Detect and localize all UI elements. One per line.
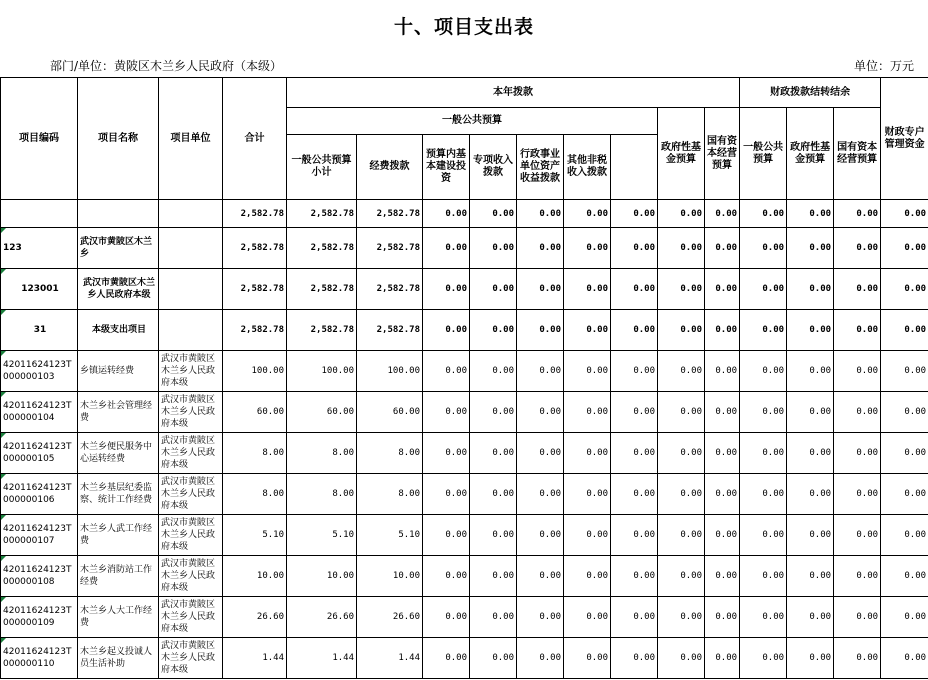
cell-code: 42011624123T000000105	[1, 433, 78, 474]
cell-name: 木兰乡起义投诚人员生活补助	[78, 638, 159, 679]
cell-value: 0.00	[705, 200, 740, 228]
cell-value: 0.00	[834, 597, 881, 638]
cell-code: 31	[1, 310, 78, 351]
cell-value: 0.00	[787, 269, 834, 310]
cell-value: 0.00	[564, 597, 611, 638]
cell-value: 2,582.78	[357, 269, 423, 310]
cell-name: 乡镇运转经费	[78, 351, 159, 392]
cell-value: 5.10	[287, 515, 357, 556]
unit-label: 单位：万元	[853, 59, 914, 73]
header-carryover: 财政拨款结转结余	[740, 78, 881, 108]
cell-value: 0.00	[611, 638, 658, 679]
cell-value: 0.00	[740, 310, 787, 351]
cell-value: 0.00	[658, 392, 705, 433]
cell-value: 8.00	[357, 433, 423, 474]
cell-value: 10.00	[357, 556, 423, 597]
cell-name: 武汉市黄陂区木兰乡	[78, 228, 159, 269]
cell-value: 2,582.78	[287, 200, 357, 228]
cell-value: 0.00	[564, 392, 611, 433]
cell-value: 0.00	[470, 433, 517, 474]
cell-value: 0.00	[834, 228, 881, 269]
cell-value: 0.00	[611, 597, 658, 638]
cell-code: 42011624123T000000106	[1, 474, 78, 515]
header-gp-subtotal: 一般公共预算小计	[287, 135, 357, 200]
cell-value: 0.00	[423, 515, 470, 556]
table-row	[1, 638, 928, 679]
cell-value: 8.00	[287, 474, 357, 515]
cell-value: 0.00	[658, 269, 705, 310]
cell-value: 0.00	[705, 269, 740, 310]
cell-value: 0.00	[423, 392, 470, 433]
cell-value: 0.00	[658, 433, 705, 474]
cell-value: 0.00	[564, 228, 611, 269]
cell-value: 0.00	[834, 474, 881, 515]
cell-value: 0.00	[564, 433, 611, 474]
cell-value: 0.00	[517, 392, 564, 433]
cell-value: 5.10	[223, 515, 287, 556]
cell-value: 0.00	[658, 597, 705, 638]
cell-value: 0.00	[470, 597, 517, 638]
cell-value: 0.00	[881, 392, 928, 433]
cell-value: 0.00	[517, 474, 564, 515]
header-state-capital: 国有资本经营预算	[705, 108, 740, 200]
cell-value: 0.00	[470, 556, 517, 597]
cell-value: 0.00	[611, 351, 658, 392]
cell-value: 0.00	[787, 228, 834, 269]
cell-org: 武汉市黄陂区木兰乡人民政府本级	[159, 474, 223, 515]
cell-name: 木兰乡便民服务中心运转经费	[78, 433, 159, 474]
cell-value: 0.00	[881, 433, 928, 474]
cell-value: 0.00	[517, 597, 564, 638]
cell-value: 0.00	[705, 310, 740, 351]
cell-value: 0.00	[705, 351, 740, 392]
cell-value: 0.00	[740, 392, 787, 433]
cell-value: 0.00	[834, 200, 881, 228]
cell-code: 42011624123T000000107	[1, 515, 78, 556]
cell-value: 0.00	[423, 474, 470, 515]
cell-value: 10.00	[287, 556, 357, 597]
cell-org	[159, 200, 223, 228]
cell-value: 8.00	[223, 474, 287, 515]
cell-value: 0.00	[470, 392, 517, 433]
header-special-account: 财政专户管理资金	[881, 78, 928, 200]
cell-value: 0.00	[705, 392, 740, 433]
cell-value: 60.00	[357, 392, 423, 433]
cell-value: 100.00	[287, 351, 357, 392]
cell-value: 2,582.78	[223, 228, 287, 269]
cell-value: 0.00	[834, 638, 881, 679]
cell-code: 42011624123T000000104	[1, 392, 78, 433]
cell-value: 0.00	[740, 515, 787, 556]
cell-value: 0.00	[470, 228, 517, 269]
header-co-gov-fund: 政府性基金预算	[787, 108, 834, 200]
cell-name: 木兰乡人武工作经费	[78, 515, 159, 556]
cell-org: 武汉市黄陂区木兰乡人民政府本级	[159, 351, 223, 392]
cell-value: 8.00	[223, 433, 287, 474]
cell-value: 0.00	[470, 269, 517, 310]
cell-value: 2,582.78	[223, 310, 287, 351]
cell-value: 2,582.78	[223, 269, 287, 310]
cell-value: 0.00	[881, 556, 928, 597]
cell-value: 0.00	[470, 310, 517, 351]
header-co-state-capital: 国有资本经营预算	[834, 108, 881, 200]
cell-value: 2,582.78	[357, 310, 423, 351]
cell-value: 1.44	[287, 638, 357, 679]
cell-value: 10.00	[223, 556, 287, 597]
cell-value: 0.00	[517, 269, 564, 310]
header-funds: 经费拨款	[357, 135, 423, 200]
table-row	[1, 228, 928, 269]
cell-code: 42011624123T000000103	[1, 351, 78, 392]
cell-value: 0.00	[564, 310, 611, 351]
cell-code: 42011624123T000000109	[1, 597, 78, 638]
cell-value: 0.00	[423, 200, 470, 228]
cell-value: 0.00	[787, 474, 834, 515]
cell-value: 0.00	[470, 474, 517, 515]
cell-value: 0.00	[564, 200, 611, 228]
cell-value: 0.00	[705, 597, 740, 638]
header-gov-fund: 政府性基金预算	[658, 108, 705, 200]
cell-value: 0.00	[834, 269, 881, 310]
cell-value: 0.00	[658, 556, 705, 597]
cell-value: 1.44	[223, 638, 287, 679]
cell-name: 木兰乡消防站工作经费	[78, 556, 159, 597]
cell-value: 0.00	[705, 556, 740, 597]
cell-value: 26.60	[223, 597, 287, 638]
cell-value: 0.00	[470, 351, 517, 392]
header-org: 项目单位	[159, 78, 223, 200]
cell-org: 武汉市黄陂区木兰乡人民政府本级	[159, 638, 223, 679]
cell-value: 0.00	[881, 638, 928, 679]
cell-value: 0.00	[611, 200, 658, 228]
table-row	[1, 556, 928, 597]
cell-value: 0.00	[881, 310, 928, 351]
table-row	[1, 392, 928, 433]
cell-value: 0.00	[658, 351, 705, 392]
cell-value: 0.00	[423, 228, 470, 269]
cell-value: 0.00	[787, 515, 834, 556]
cell-value: 0.00	[423, 351, 470, 392]
cell-value: 0.00	[423, 269, 470, 310]
cell-value: 0.00	[881, 515, 928, 556]
header-other: 其他非税收入拨款	[564, 135, 611, 200]
cell-value: 0.00	[423, 310, 470, 351]
cell-value: 2,582.78	[357, 228, 423, 269]
cell-value: 2,582.78	[223, 200, 287, 228]
cell-value: 0.00	[423, 556, 470, 597]
cell-value: 0.00	[517, 310, 564, 351]
cell-name: 本级支出项目	[78, 310, 159, 351]
cell-value: 0.00	[517, 228, 564, 269]
cell-value: 0.00	[787, 200, 834, 228]
cell-value: 0.00	[564, 474, 611, 515]
cell-value: 0.00	[564, 556, 611, 597]
cell-value: 0.00	[705, 474, 740, 515]
header-current-year: 本年拨款	[287, 78, 740, 108]
cell-value: 8.00	[357, 474, 423, 515]
cell-code: 42011624123T000000110	[1, 638, 78, 679]
cell-value: 0.00	[564, 351, 611, 392]
cell-org	[159, 310, 223, 351]
cell-value: 0.00	[611, 433, 658, 474]
cell-value: 0.00	[517, 351, 564, 392]
cell-value: 0.00	[658, 638, 705, 679]
cell-name: 武汉市黄陂区木兰乡人民政府本级	[78, 269, 159, 310]
cell-value: 0.00	[611, 556, 658, 597]
cell-value: 26.60	[357, 597, 423, 638]
cell-org: 武汉市黄陂区木兰乡人民政府本级	[159, 392, 223, 433]
cell-value: 0.00	[470, 200, 517, 228]
table-row	[1, 515, 928, 556]
cell-org	[159, 269, 223, 310]
cell-org: 武汉市黄陂区木兰乡人民政府本级	[159, 515, 223, 556]
cell-value: 0.00	[881, 597, 928, 638]
cell-value: 0.00	[834, 515, 881, 556]
cell-value: 0.00	[423, 597, 470, 638]
cell-value: 0.00	[787, 638, 834, 679]
cell-value: 60.00	[287, 392, 357, 433]
cell-value: 0.00	[787, 351, 834, 392]
cell-value: 0.00	[517, 433, 564, 474]
header-general-public: 一般公共预算	[287, 108, 658, 135]
cell-value: 0.00	[611, 474, 658, 515]
cell-value: 0.00	[517, 556, 564, 597]
cell-value: 0.00	[705, 638, 740, 679]
cell-value: 0.00	[611, 392, 658, 433]
cell-value: 0.00	[787, 433, 834, 474]
table-row	[1, 597, 928, 638]
project-expenditure-table	[0, 77, 928, 679]
header-code: 项目编码	[1, 78, 78, 200]
cell-value: 100.00	[223, 351, 287, 392]
cell-value: 0.00	[517, 515, 564, 556]
cell-value: 0.00	[658, 515, 705, 556]
header-co-general: 一般公共预算	[740, 108, 787, 200]
table-row	[1, 269, 928, 310]
cell-value: 1.44	[357, 638, 423, 679]
cell-value: 0.00	[881, 351, 928, 392]
cell-name: 木兰乡人大工作经费	[78, 597, 159, 638]
cell-value: 0.00	[658, 474, 705, 515]
cell-value: 0.00	[834, 433, 881, 474]
cell-code: 42011624123T000000108	[1, 556, 78, 597]
cell-value: 0.00	[611, 269, 658, 310]
table-row	[1, 433, 928, 474]
cell-value: 0.00	[834, 392, 881, 433]
cell-value: 0.00	[470, 515, 517, 556]
cell-value: 0.00	[705, 228, 740, 269]
cell-value: 2,582.78	[287, 269, 357, 310]
cell-value: 0.00	[564, 515, 611, 556]
cell-value: 0.00	[881, 200, 928, 228]
cell-value: 26.60	[287, 597, 357, 638]
cell-value: 0.00	[740, 597, 787, 638]
cell-value: 5.10	[357, 515, 423, 556]
cell-value: 8.00	[287, 433, 357, 474]
cell-value: 0.00	[881, 269, 928, 310]
cell-code: 123	[1, 228, 78, 269]
cell-value: 0.00	[834, 556, 881, 597]
cell-value: 0.00	[611, 515, 658, 556]
cell-org: 武汉市黄陂区木兰乡人民政府本级	[159, 597, 223, 638]
cell-value: 0.00	[517, 200, 564, 228]
cell-value: 2,582.78	[357, 200, 423, 228]
cell-value: 0.00	[740, 556, 787, 597]
cell-value: 60.00	[223, 392, 287, 433]
cell-value: 0.00	[787, 310, 834, 351]
cell-value: 0.00	[740, 638, 787, 679]
header-admin: 行政事业单位资产收益拨款	[517, 135, 564, 200]
header-capital: 预算内基本建设投资	[423, 135, 470, 200]
cell-value: 0.00	[423, 433, 470, 474]
cell-value: 2,582.78	[287, 310, 357, 351]
cell-value: 0.00	[787, 392, 834, 433]
table-row	[1, 200, 928, 228]
cell-value: 0.00	[740, 433, 787, 474]
header-total: 合计	[223, 78, 287, 200]
cell-org: 武汉市黄陂区木兰乡人民政府本级	[159, 556, 223, 597]
cell-value: 0.00	[740, 474, 787, 515]
cell-value: 0.00	[611, 228, 658, 269]
cell-value: 0.00	[787, 556, 834, 597]
cell-value: 0.00	[517, 638, 564, 679]
cell-value: 0.00	[881, 474, 928, 515]
cell-value: 0.00	[658, 228, 705, 269]
cell-value: 0.00	[658, 200, 705, 228]
cell-value: 0.00	[834, 351, 881, 392]
cell-value: 0.00	[740, 269, 787, 310]
cell-value: 0.00	[470, 638, 517, 679]
cell-value: 0.00	[564, 638, 611, 679]
cell-value: 0.00	[787, 597, 834, 638]
cell-value: 100.00	[357, 351, 423, 392]
page-title: 十、项目支出表	[393, 16, 534, 38]
cell-org	[159, 228, 223, 269]
cell-value: 0.00	[423, 638, 470, 679]
cell-value: 2,582.78	[287, 228, 357, 269]
cell-name: 木兰乡基层纪委监察、统计工作经费	[78, 474, 159, 515]
cell-value: 0.00	[740, 351, 787, 392]
cell-value: 0.00	[881, 228, 928, 269]
table-row	[1, 310, 928, 351]
header-name: 项目名称	[78, 78, 159, 200]
header-special: 专项收入拨款	[470, 135, 517, 200]
cell-value: 0.00	[740, 200, 787, 228]
cell-org: 武汉市黄陂区木兰乡人民政府本级	[159, 433, 223, 474]
cell-code	[1, 200, 78, 228]
cell-value: 0.00	[611, 310, 658, 351]
department-label: 部门/单位：黄陂区木兰乡人民政府（本级）	[50, 59, 283, 73]
cell-name: 木兰乡社会管理经费	[78, 392, 159, 433]
table-row	[1, 474, 928, 515]
cell-value: 0.00	[705, 433, 740, 474]
cell-name	[78, 200, 159, 228]
cell-value: 0.00	[705, 515, 740, 556]
cell-value: 0.00	[834, 310, 881, 351]
cell-code: 123001	[1, 269, 78, 310]
cell-value: 0.00	[658, 310, 705, 351]
cell-value: 0.00	[564, 269, 611, 310]
cell-value: 0.00	[740, 228, 787, 269]
table-row	[1, 351, 928, 392]
